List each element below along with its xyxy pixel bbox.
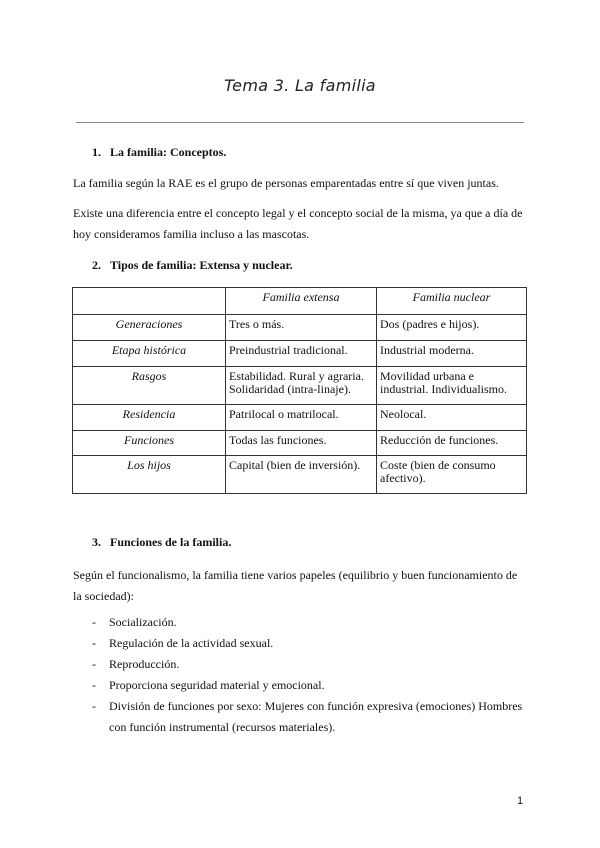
section-number: 2. [92,258,101,272]
list-item [92,633,532,654]
row-label: Etapa histórica [73,341,226,367]
table-cell: Todas las funciones. [226,431,377,456]
table-cell: Patrilocal o matrilocal. [226,405,377,431]
list-item-text: Regulación de la actividad sexual. [109,636,274,650]
section-heading-text: Funciones de la familia. [110,535,232,549]
table-cell: Reducción de funciones. [377,431,527,456]
section-heading-3 [92,535,231,550]
table-header-cell [73,288,226,315]
table-cell: Capital (bien de inversión). [226,456,377,494]
list-item-text: Reproducción. [109,657,180,671]
row-label: Los hijos [73,456,226,494]
table-row [73,341,527,367]
paragraph: La familia según la RAE es el grupo de personas emparentadas entre sí que viven juntas. [73,176,499,190]
row-label: Funciones [73,431,226,456]
page-number: 1 [517,795,524,807]
table-row [73,431,527,456]
table-cell: Tres o más. [226,315,377,341]
table-row [73,367,527,405]
table-cell: Industrial moderna. [377,341,527,367]
family-types-table [72,287,527,494]
list-item [92,612,532,633]
document-title: Tema 3. La familia [224,76,376,95]
row-label: Generaciones [73,315,226,341]
table-header-cell: Familia extensa [226,288,377,315]
table-cell: Dos (padres e hijos). [377,315,527,341]
section-number: 3. [92,535,101,549]
section-heading-text: La familia: Conceptos. [110,145,227,159]
bullet: - [92,657,96,671]
section-number: 1. [92,145,101,159]
section-heading-2 [92,258,293,273]
table-cell: Coste (bien de consumo afectivo). [377,456,527,494]
row-label: Residencia [73,405,226,431]
list-item [92,654,532,675]
table-cell: Neolocal. [377,405,527,431]
paragraph: Existe una diferencia entre el concepto legal y el concepto social de la misma, ya que a día de hoy consideramos familia incluso a las mascotas. [73,206,523,241]
table-row [73,405,527,431]
functions-list [92,612,532,738]
table-row [73,315,527,341]
list-item-text: División de funciones por sexo: Mujeres con función expresiva (emociones) Hombres con función instrumental (recursos materiales). [109,699,523,734]
table-row [73,456,527,494]
bullet: - [92,636,96,650]
section-heading-1 [92,145,226,160]
section-heading-text: Tipos de familia: Extensa y nuclear. [110,258,293,272]
table-cell: Movilidad urbana e industrial. Individualismo. [377,367,527,405]
title-divider [76,122,524,123]
list-item-text: Proporciona seguridad material y emocional. [109,678,325,692]
paragraph: Según el funcionalismo, la familia tiene varios papeles (equilibrio y buen funcionamiento de la sociedad): [73,568,518,603]
bullet: - [92,615,96,629]
table-header-row [73,288,527,315]
list-item [92,696,532,738]
row-label: Rasgos [73,367,226,405]
list-item-text: Socialización. [109,615,177,629]
table-cell: Estabilidad. Rural y agraria. Solidaridad (intra-linaje). [226,367,377,405]
list-item [92,675,532,696]
bullet: - [92,699,96,713]
bullet: - [92,678,96,692]
table-header-cell: Familia nuclear [377,288,527,315]
table-cell: Preindustrial tradicional. [226,341,377,367]
